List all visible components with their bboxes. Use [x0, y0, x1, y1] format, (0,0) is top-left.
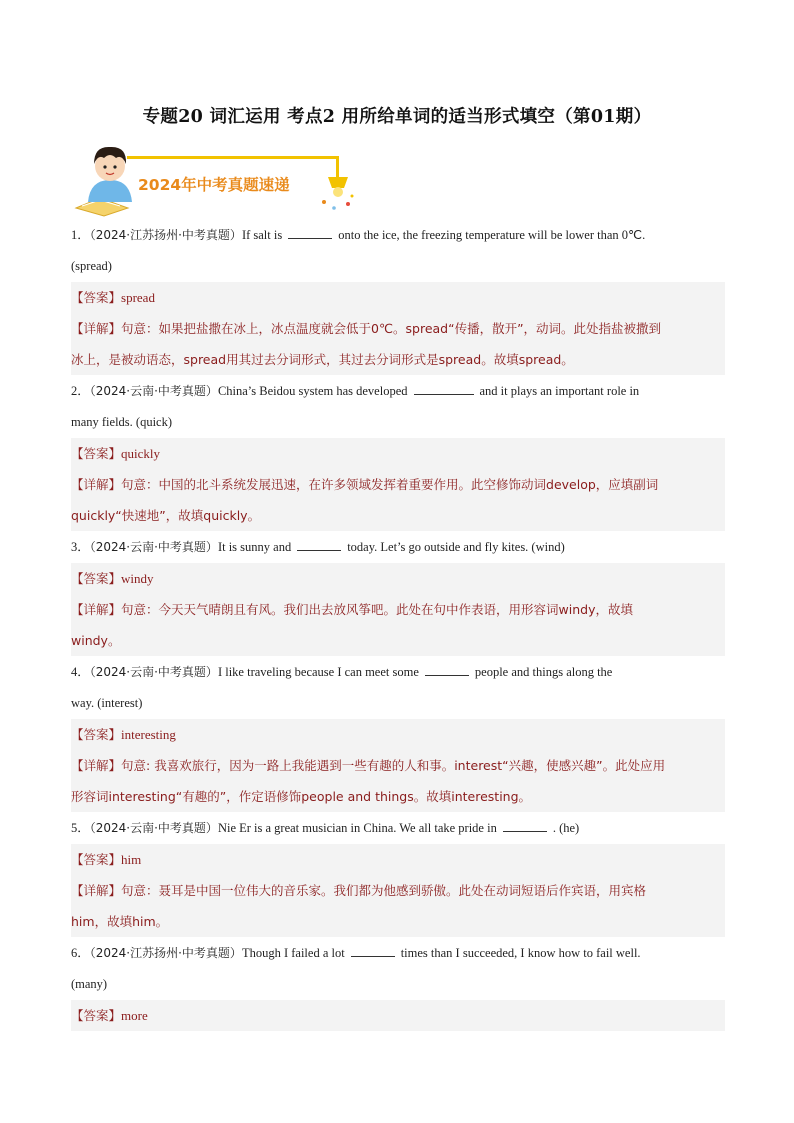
question-2: [71, 376, 725, 438]
answer-blank[interactable]: [297, 537, 341, 551]
detail-box: 【详解】句意：今天天气晴朗且有风。我们出去放风筝吧。此处在句中作表语，用形容词windy，故填 windy。: [71, 594, 725, 656]
detail-text: 句意：如果把盐撒在冰上，冰点温度就会低于0℃。spread“传播，散开”，动词。此处指盐被撒到: [121, 321, 662, 336]
question-line: 2．（2024·云南·中考真题）China’s Beidou system has developed and it plays an important role in: [71, 376, 725, 407]
answer-box: 【答案】windy: [71, 563, 725, 594]
answer-box: 【答案】more: [71, 1000, 725, 1031]
detail-text: 句意: 我喜欢旅行，因为一路上我能遇到一些有趣的人和事。interest“兴趣，使感兴趣”。此处应用: [121, 758, 666, 773]
detail-box: 【详解】句意：中国的北斗系统发展迅速，在许多领域发挥着重要作用。此空修饰动词develop，应填副词 quickly“快速地”，故填quickly。: [71, 469, 725, 531]
question-line: 5．（2024·云南·中考真题）Nie Er is a great musician in China. We all take pride in . (he): [71, 813, 725, 844]
detail-box: 【详解】句意：聂耳是中国一位伟大的音乐家。我们都为他感到骄傲。此处在动词短语后作宾语，用宾格 him，故填him。: [71, 875, 725, 937]
question-3: [71, 532, 725, 563]
answer-blank[interactable]: [288, 225, 332, 239]
detail-text: 句意：聂耳是中国一位伟大的音乐家。我们都为他感到骄傲。此处在动词短语后作宾语，用宾格: [121, 883, 647, 898]
question-line: 3．（2024·云南·中考真题）It is sunny and today. Let’s go outside and fly kites. (wind): [71, 532, 725, 563]
page-title: 专题20 词汇运用 考点2 用所给单词的适当形式填空（第01期）: [142, 107, 652, 127]
answer-text: windy: [121, 571, 154, 586]
question-4: [71, 657, 725, 719]
detail-box: 【详解】句意: 我喜欢旅行，因为一路上我能遇到一些有趣的人和事。interest“兴趣，使感兴趣”。此处应用 形容词interesting“有趣的”，作定语修饰people and things。故填interesting。: [71, 750, 725, 812]
question-line: 1．（2024·江苏扬州·中考真题）If salt is onto the ice, the freezing temperature will be lower than 0℃.: [71, 220, 725, 251]
question-6: [71, 938, 725, 1000]
answer-box: 【答案】him: [71, 844, 725, 875]
question-line: 6．（2024·江苏扬州·中考真题）Though I failed a lot times than I succeeded, I know how to fail well.: [71, 938, 725, 969]
answer-blank[interactable]: [414, 381, 474, 395]
question-1: [71, 220, 725, 282]
answer-text: interesting: [121, 727, 176, 742]
question-line-2: (spread): [71, 259, 112, 273]
question-line-2: (many): [71, 977, 108, 991]
detail-text: 句意：今天天气晴朗且有风。我们出去放风筝吧。此处在句中作表语，用形容词windy，故填: [121, 602, 633, 617]
question-line: 4．（2024·云南·中考真题）I like traveling because I can meet some people and things along the: [71, 657, 725, 688]
answer-text: spread: [121, 290, 155, 305]
detail-text: 句意：中国的北斗系统发展迅速，在许多领域发挥着重要作用。此空修饰动词develop，应填副词: [121, 477, 659, 492]
answer-box: 【答案】spread: [71, 282, 725, 313]
answer-box: 【答案】interesting: [71, 719, 725, 750]
answer-text: quickly: [121, 446, 161, 461]
question-line-2: many fields. (quick): [71, 415, 173, 429]
answer-box: 【答案】quickly: [71, 438, 725, 469]
answer-blank[interactable]: [425, 662, 469, 676]
answer-blank[interactable]: [351, 943, 395, 957]
banner-text: 2024年中考真题速递: [138, 176, 290, 194]
answer-text: more: [121, 1008, 148, 1023]
banner: [72, 136, 362, 220]
detail-box: 【详解】句意：如果把盐撒在冰上，冰点温度就会低于0℃。spread“传播，散开”，动词。此处指盐被撒到 冰上，是被动语态，spread用其过去分词形式，其过去分词形式是spread。故填spread。: [71, 313, 725, 375]
answer-text: him: [121, 852, 142, 867]
question-line-2: way. (interest): [71, 696, 143, 710]
question-5: [71, 813, 725, 844]
answer-blank[interactable]: [503, 818, 547, 832]
